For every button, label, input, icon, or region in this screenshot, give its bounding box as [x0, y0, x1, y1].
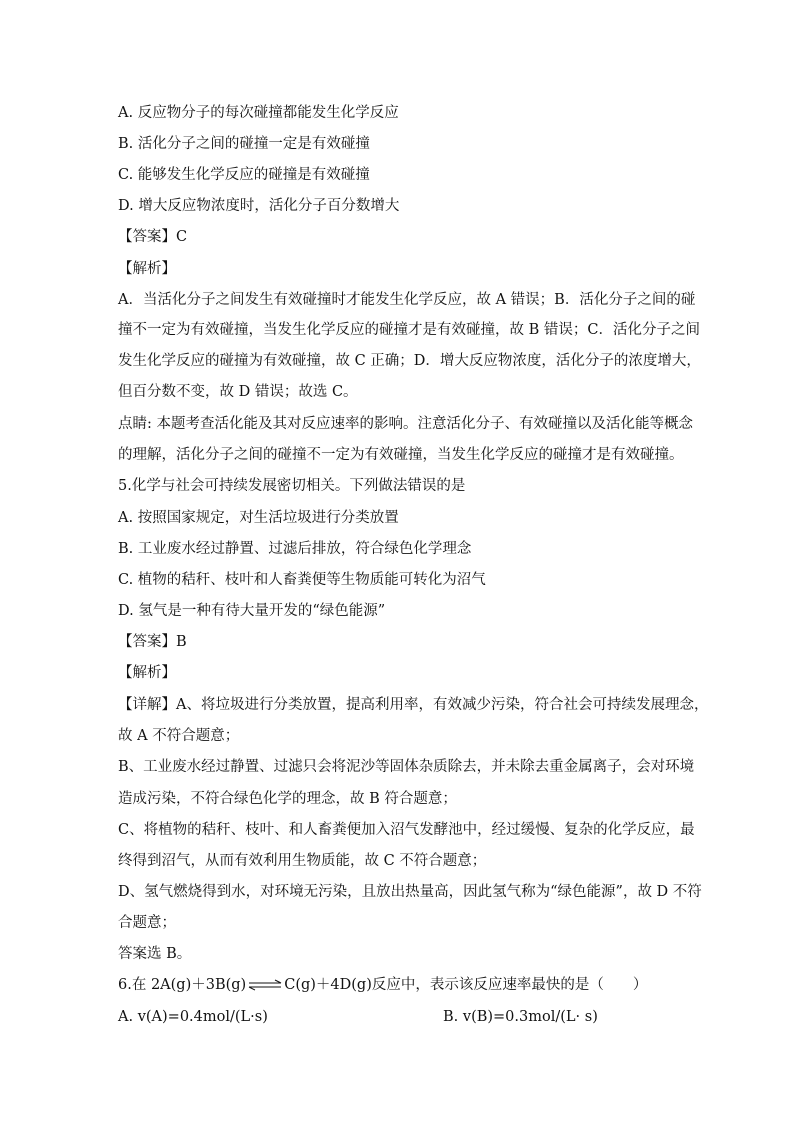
q6-stem-left: 6.在 2A(g)＋3B(g)	[118, 977, 247, 993]
q6-stem	[118, 975, 647, 995]
q5-answer: 【答案】B	[118, 634, 187, 650]
q4-analysis-heading: 【解析】	[118, 261, 176, 277]
q6-stem-right: C(g)＋4D(g)反应中，表示该反应速率最快的是（ ）	[284, 977, 648, 993]
q6-option-a: A. v(A)=0.4mol/(L·s)	[118, 1009, 268, 1025]
q5-detail-line: 故 A 不符合题意；	[118, 728, 240, 744]
q5-option-a: A. 按照国家规定，对生活垃圾进行分类放置	[118, 510, 399, 526]
q4-analysis-line: 撞不一定为有效碰撞，当发生化学反应的碰撞才是有效碰撞，故 B 错误；C．活化分子之间	[118, 322, 700, 338]
q4-option-a: A. 反应物分子的每次碰撞都能发生化学反应	[118, 105, 399, 121]
q5-detail-line: B、工业废水经过静置、过滤只会将泥沙等固体杂质除去，并未除去重金属离子，会对环境	[118, 759, 695, 775]
q4-option-c: C. 能够发生化学反应的碰撞是有效碰撞	[118, 167, 370, 183]
q5-option-c: C. 植物的秸秆、枝叶和人畜粪便等生物质能可转化为沼气	[118, 572, 486, 588]
q5-detail-line: C、将植物的秸秆、枝叶、和人畜粪便加入沼气发酵池中，经过缓慢、复杂的化学反应，最	[118, 822, 695, 838]
q4-comment-line: 点睛: 本题考查活化能及其对反应速率的影响。注意活化分子、有效碰撞以及活化能等概念	[118, 416, 693, 432]
q5-detail-line: 合题意；	[118, 915, 176, 931]
q5-detail-line: 答案选 B。	[118, 946, 192, 962]
q5-detail-line: 造成污染，不符合绿色化学的理念，故 B 符合题意；	[118, 791, 457, 807]
q5-detail-line: D、氢气燃烧得到水，对环境无污染，且放出热量高，因此氢气称为“绿色能源”，故 D 不符	[118, 884, 702, 900]
q6-option-b: B. v(B)=0.3mol/(L· s)	[443, 1009, 598, 1025]
q5-option-b: B. 工业废水经过静置、过滤后排放，符合绿色化学理念	[118, 541, 472, 557]
q4-option-d: D. 增大反应物浓度时，活化分子百分数增大	[118, 198, 400, 214]
q5-detail-line: 【详解】A、将垃圾进行分类放置，提高利用率，有效减少污染，符合社会可持续发展理念，	[118, 697, 709, 713]
q4-comment-line: 的理解，活化分子之间的碰撞不一定为有效碰撞，当发生化学反应的碰撞才是有效碰撞。	[118, 447, 684, 463]
q4-analysis-line: 发生化学反应的碰撞为有效碰撞，故 C 正确；D．增大反应物浓度，活化分子的浓度增大，	[118, 353, 701, 369]
q5-analysis-heading: 【解析】	[118, 665, 176, 681]
q5-option-d: D. 氢气是一种有待大量开发的“绿色能源”	[118, 603, 386, 619]
q4-analysis-line: A．当活化分子之间发生有效碰撞时才能发生化学反应，故 A 错误；B．活化分子之间的碰	[118, 292, 696, 308]
q5-stem: 5.化学与社会可持续发展密切相关。下列做法错误的是	[118, 478, 466, 494]
q4-option-b: B. 活化分子之间的碰撞一定是有效碰撞	[118, 136, 370, 152]
q4-analysis-line: 但百分数不变，故 D 错误；故选 C。	[118, 384, 358, 400]
reversible-reaction-arrow-icon	[248, 979, 282, 991]
q5-detail-line: 终得到沼气，从而有效利用生物质能，故 C 不符合题意；	[118, 853, 487, 869]
q4-answer: 【答案】C	[118, 229, 188, 245]
